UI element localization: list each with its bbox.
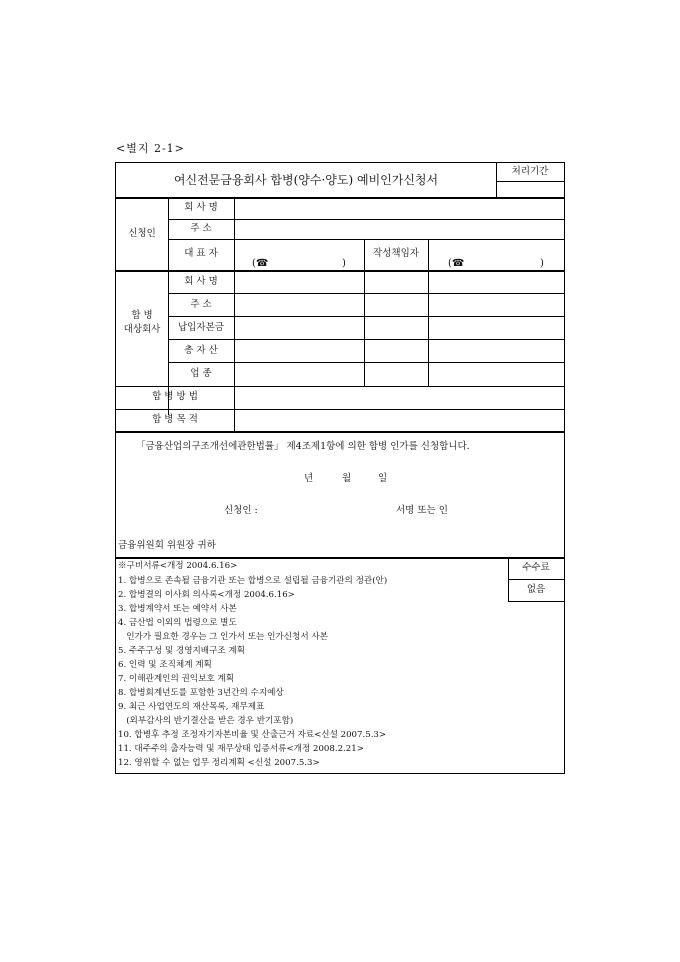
document-item: (외부감사의 반기결산을 받은 경우 반기포함): [118, 716, 294, 726]
addressee: 금융위원회 위원장 귀하: [118, 540, 216, 551]
merger-target-label-2: 대상회사: [123, 324, 161, 335]
merger-method-label: 합 병 방 법: [152, 391, 198, 402]
application-statement: 「금융산업의구조개선에관한법률」 제4조제1항에 의한 합병 인가를 신청합니다.: [136, 441, 470, 452]
target-row-label: 총 자 산: [184, 345, 218, 356]
document-item: 11. 대주주의 출자능력 및 재무상태 입증서류<개정 2008.2.21>: [118, 744, 364, 754]
fee-value: 없음: [526, 584, 546, 595]
preparer-phone-close: ): [540, 258, 544, 269]
target-row-label: 회 사 명: [184, 276, 218, 287]
processing-period-label: 처리기간: [511, 166, 549, 177]
target-row-label: 업 종: [190, 368, 212, 379]
document-item: 1. 합병으로 존속될 금융기관 또는 합병으로 설립될 금융기관의 정관(안): [118, 576, 388, 586]
document-item: 3. 합병계약서 또는 예약서 사본: [118, 604, 237, 614]
document-item: 4. 금산법 이외의 법령으로 별도: [118, 618, 237, 628]
target-row-label: 납입자본금: [178, 322, 224, 333]
document-item: 5. 주주구성 및 경영지배구조 계획: [118, 646, 246, 656]
applicant-label: 신청인: [128, 228, 156, 239]
signature-applicant-label: 신청인 :: [224, 505, 258, 516]
representative-phone-open: (☎: [252, 258, 269, 269]
document-item: 6. 인력 및 조직체계 계획: [118, 660, 212, 670]
form-number: <별지 2-1>: [116, 142, 185, 155]
document-item: 10. 합병후 추정 조정자기자본비율 및 산출근거 자료<신설 2007.5.3>: [118, 730, 387, 740]
document-item: 2. 합병결의 이사회 의사록<개정 2004.6.16>: [118, 590, 295, 600]
application-form: [115, 162, 565, 774]
fee-label: 수수료: [522, 562, 550, 573]
applicant-address-label: 주 소: [190, 223, 212, 234]
date-year: 년: [304, 473, 314, 484]
representative-phone-close: ): [342, 258, 346, 269]
document-item: 8. 합병회계년도를 포함한 3년간의 수지예상: [118, 688, 284, 698]
target-row-label: 주 소: [190, 299, 212, 310]
document-item: 인가가 필요한 경우는 그 인가서 또는 인가신청서 사본: [118, 632, 328, 642]
preparer-phone-open: (☎: [448, 258, 465, 269]
document-item: 9. 최근 사업연도의 재산목록, 재무제표: [118, 702, 265, 712]
form-title: 여신전문금융회사 합병(양수·양도) 예비인가신청서: [173, 173, 439, 187]
merger-target-label-1: 합 병: [131, 310, 153, 321]
representative-label: 대 표 자: [184, 248, 218, 259]
preparer-label: 작성책임자: [373, 248, 419, 259]
date-day: 일: [378, 473, 388, 484]
applicant-company-name-label: 회 사 명: [184, 202, 218, 213]
documents-header: ※구비서류<개정 2004.6.16>: [118, 561, 238, 571]
signature-seal-label: 서명 또는 인: [396, 505, 448, 516]
merger-purpose-label: 합 병 목 적: [152, 414, 198, 425]
document-item: 7. 이해관계인의 권익보호 계획: [118, 674, 235, 684]
document-item: 12. 영위할 수 없는 업무 정리계획 <신설 2007.5.3>: [118, 758, 320, 768]
date-month: 월: [342, 473, 352, 484]
